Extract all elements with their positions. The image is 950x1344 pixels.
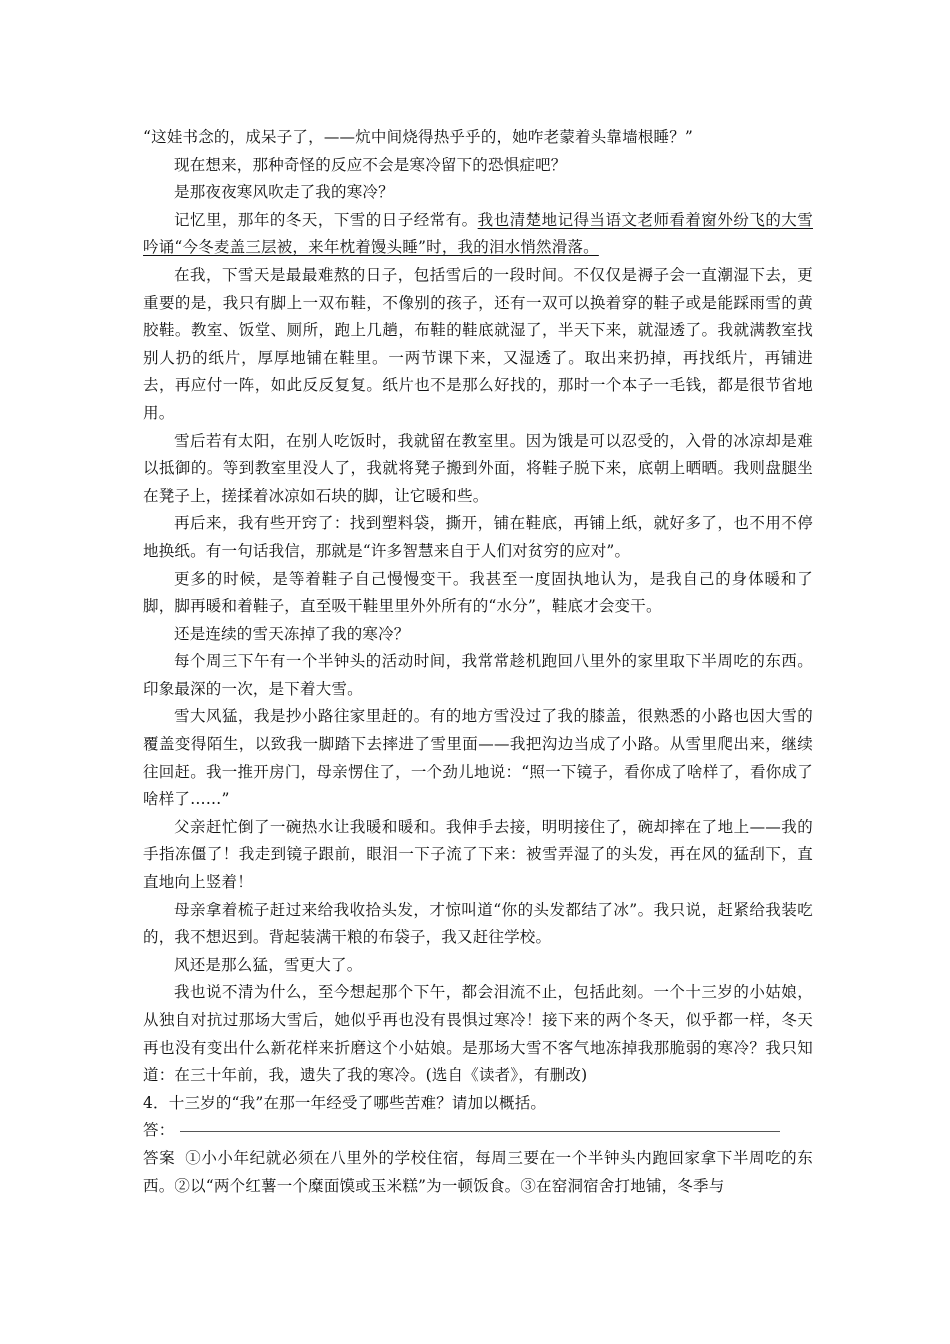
passage-paragraph: “这娃书念的，成呆子了，——炕中间烧得热乎乎的，她咋老蒙着头靠墙根睡？” (143, 128, 694, 146)
passage-text: 记忆里，那年的冬天，下雪的日子经常有。 (174, 210, 478, 229)
answer-blank-line[interactable] (180, 1130, 780, 1132)
passage-paragraph: 还是连续的雪天冻掉了我的寒冷？ (174, 624, 410, 643)
passage-paragraph: 我也说不清为什么，至今想起那个下午，都会泪流不止，包括此刻。一个十三岁的小姑娘，从独自对抗过那场大雪后，她似乎再也没有畏惧过寒冷！接下来的两个冬天，似乎都一样，冬天再也没有变出什么新花样来折磨这个小姑娘。是那场大雪不客气地冻掉我那脆弱的寒冷？我只知道：在三十年前，我，遗失了我的寒冷。(选自《读者》，有删改) (143, 983, 813, 1085)
passage-paragraph: 更多的时候，是等着鞋子自己慢慢变干。我甚至一度固执地认为，是我自己的身体暖和了脚，脚再暖和着鞋子，直至吸干鞋里里外外所有的“水分”，鞋底才会变干。 (143, 569, 813, 616)
answer-text: ①小小年纪就必须在八里外的学校住宿，每周三要在一个半钟头内跑回家拿下半周吃的东西。②以“两个红薯一个糜面馍或玉米糕”为一顿饭食。③在窑洞宿舍打地铺，冬季与 (143, 1148, 813, 1195)
passage-paragraph: 再后来，我有些开窍了：找到塑料袋，撕开，铺在鞋底，再铺上纸，就好多了，也不用不停地换纸。有一句话我信，那就是“许多智慧来自于人们对贫穷的应对”。 (143, 514, 813, 560)
passage-paragraph: 是那夜夜寒风吹走了我的寒冷？ (174, 183, 394, 202)
passage-paragraph: 雪大风猛，我是抄小路往家里赶的。有的地方雪没过了我的膝盖，很熟悉的小路也因大雪的覆盖变得陌生，以致我一脚踏下去摔进了雪里面——我把沟边当成了小路。从雪里爬出来，继续往回赶。我一推开房门，母亲愣住了，一个劲儿地说：“照一下镜子，看你成了啥样了，看你成了啥样了……” (143, 707, 813, 809)
underlined-sentence: 我也清楚地记得当语文老师看着窗外纷飞的大雪吟诵“今冬麦盖三层被，来年枕着馒头睡”时，我的泪水悄然滑落。 (143, 210, 813, 257)
passage-paragraph: 父亲赶忙倒了一碗热水让我暖和暖和。我伸手去接，明明接住了，碗却摔在了地上——我的手指冻僵了！我走到镜子跟前，眼泪一下子流了下来：被雪弄湿了的头发，再在风的猛刮下，直直地向上竖着！ (143, 817, 813, 892)
passage-paragraph: 每个周三下午有一个半钟头的活动时间，我常常趁机跑回八里外的家里取下半周吃的东西。印象最深的一次，是下着大雪。 (143, 652, 813, 698)
passage-paragraph (143, 207, 813, 262)
passage-paragraph: 现在想来，那种奇怪的反应不会是寒冷留下的恐惧症吧？ (174, 155, 567, 174)
passage-paragraph: 风还是那么猛，雪更大了。 (174, 955, 363, 974)
answer-prompt-row (143, 1117, 813, 1145)
passage-paragraph: 母亲拿着梳子赶过来给我收拾头发，才惊叫道“你的头发都结了冰”。我只说，赶紧给我装吃的，我不想迟到。背起装满干粮的布袋子，我又赶往学校。 (143, 900, 813, 947)
answer-label: 答案 (143, 1148, 176, 1167)
answer-prompt: 答： (143, 1121, 175, 1140)
document-page (143, 124, 813, 1200)
answer-paragraph (143, 1145, 813, 1200)
question-text: 4．十三岁的“我”在那一年经受了哪些苦难？请加以概括。 (143, 1093, 547, 1112)
passage-paragraph: 雪后若有太阳，在别人吃饭时，我就留在教室里。因为饿是可以忍受的，入骨的冰凉却是难以抵御的。等到教室里没人了，我就将凳子搬到外面，将鞋子脱下来，底朝上晒晒。我则盘腿坐在凳子上，搓揉着冰凉如石块的脚，让它暖和些。 (143, 431, 813, 505)
passage-paragraph: 在我，下雪天是最最难熬的日子，包括雪后的一段时间。不仅仅是褥子会一直潮湿下去，更重要的是，我只有脚上一双布鞋，不像别的孩子，还有一双可以换着穿的鞋子或是能踩雨雪的黄胶鞋。教室、饭堂、厕所，跑上几趟，布鞋的鞋底就湿了，半天下来，就湿透了。我就满教室找别人扔的纸片，厚厚地铺在鞋里。一两节课下来，又湿透了。取出来扔掉，再找纸片，再铺进去，再应付一阵，如此反反复复。纸片也不是那么好找的，那时一个本子一毛钱，都是很节省地用。 (143, 265, 813, 422)
